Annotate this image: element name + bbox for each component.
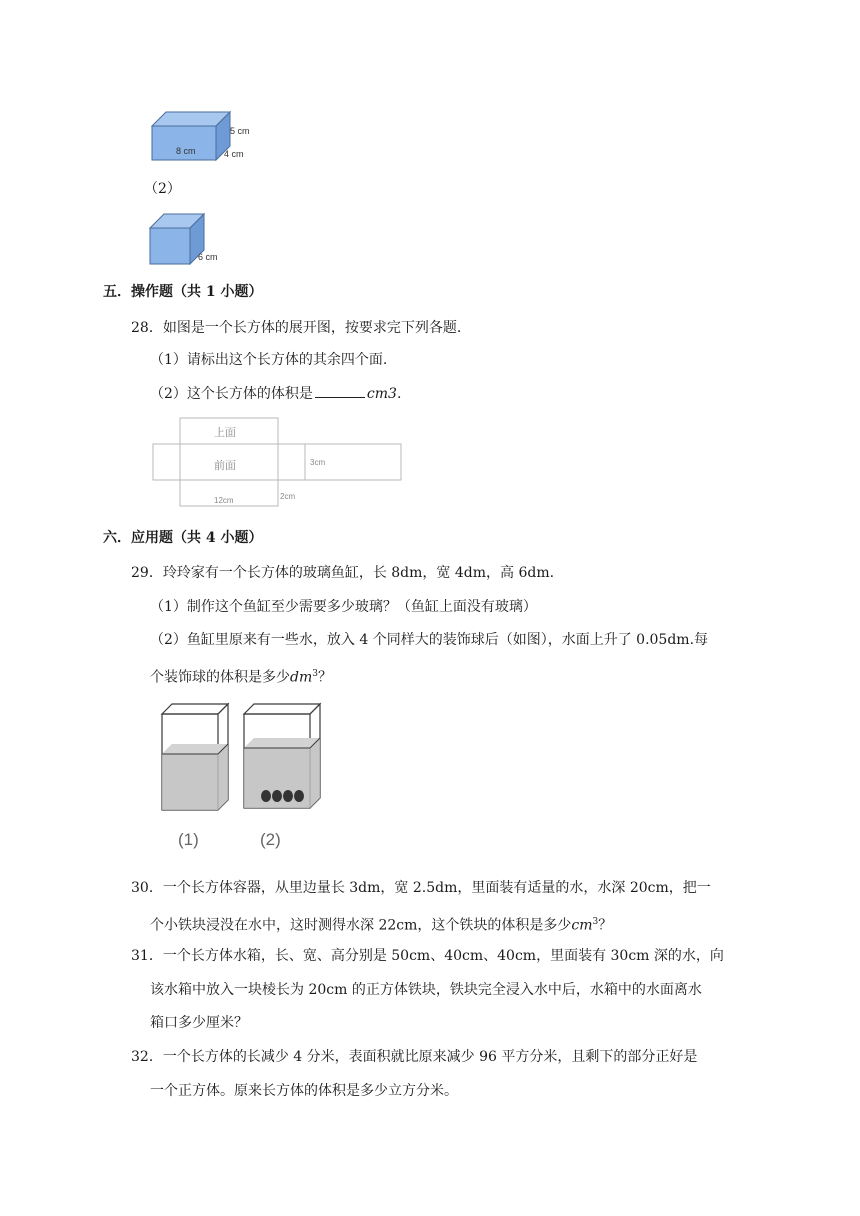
cube-figure (146, 208, 236, 266)
q31-number: 31． (131, 948, 163, 964)
fish-tank-figure (150, 696, 330, 858)
q32-line1 (131, 1047, 697, 1067)
net-dim-3cm: 3cm (310, 458, 326, 467)
net-dim-2cm: 2cm (280, 492, 296, 501)
q31-line2: 该水箱中放入一块棱长为 20cm 的正方体铁块，铁块完全浸入水中后，水箱中的水面离水 (150, 982, 702, 998)
cuboid-length-label: 8 cm (176, 146, 196, 156)
q31-line3: 箱口多少厘米？ (150, 1015, 248, 1031)
tank-label-2: (2) (260, 830, 281, 849)
q28-sub2-text: （2）这个长方体的体积是 (150, 386, 313, 402)
q30-end: ？ (598, 917, 613, 934)
q29-stem (131, 563, 554, 583)
q29-number: 29． (131, 565, 163, 581)
cuboid-width-label: 4 cm (224, 149, 244, 159)
q30-text-1: 一个长方体容器，从里边量长 3dm，宽 2.5dm，里面装有适量的水，水深 20cm，把一 (162, 880, 711, 896)
section-5-title: 五．操作题（共 1 小题） (103, 284, 263, 300)
cube-edge-label: 6 cm (198, 252, 218, 262)
q30-text-2: 个小铁块浸没在水中，这时测得水深 22cm，这个铁块的体积是多少 (150, 917, 572, 934)
q31-text-1: 一个长方体水箱，长、宽、高分别是 50cm、40cm、40cm，里面装有 30cm 深的水，向 (162, 948, 724, 964)
q29-unit: dm (290, 669, 313, 686)
q30-line1 (131, 878, 711, 898)
q28-unit: cm3 (366, 386, 397, 402)
q28-end: . (396, 386, 402, 402)
q29-sub2-text: 个装饰球的体积是多少 (150, 669, 290, 686)
q29-end: ？ (317, 669, 332, 686)
q28-text: 如图是一个长方体的展开图，按要求完下列各题. (162, 320, 462, 336)
q32-text-1: 一个长方体的长减少 4 分米，表面积就比原来减少 96 平方分米，且剩下的部分正好是 (162, 1049, 698, 1065)
q30-sup: 3 (592, 917, 599, 927)
q29-text: 玲玲家有一个长方体的玻璃鱼缸，长 8dm，宽 4dm，高 6dm. (162, 565, 555, 581)
q31-line1 (131, 946, 724, 966)
q32-number: 32． (131, 1049, 163, 1065)
q32-line2: 一个正方体。原来长方体的体积是多少立方分米。 (150, 1083, 458, 1099)
q30-line2 (150, 912, 612, 936)
net-dim-12cm: 12cm (214, 496, 234, 505)
q28-sub2 (150, 383, 401, 404)
net-front-label: 前面 (214, 460, 236, 472)
q29-sup: 3 (312, 669, 318, 679)
q30-number: 30． (131, 880, 163, 896)
net-top-label: 上面 (214, 427, 236, 439)
q29-sub2-line2 (150, 664, 332, 688)
q29-sub2-line1: （2）鱼缸里原来有一些水，放入 4 个同样大的装饰球后（如图），水面上升了 0.05dm.每 (150, 632, 709, 648)
q29-sub1: （1）制作这个鱼缸至少需要多少玻璃？（鱼缸上面没有玻璃） (150, 599, 537, 615)
cuboid-height-label: 5 cm (230, 126, 250, 136)
q28-number: 28． (131, 320, 163, 336)
section-6-title: 六．应用题（共 4 小题） (103, 530, 263, 546)
item-2-label: （2） (144, 181, 181, 197)
q28-stem (131, 318, 461, 338)
answer-blank[interactable] (315, 383, 365, 398)
cuboid-net-figure (150, 412, 405, 512)
q30-unit: cm (571, 917, 593, 934)
tank-label-1: (1) (178, 830, 199, 849)
q28-sub1: （1）请标出这个长方体的其余四个面. (150, 352, 388, 368)
cuboid-figure (146, 108, 256, 170)
